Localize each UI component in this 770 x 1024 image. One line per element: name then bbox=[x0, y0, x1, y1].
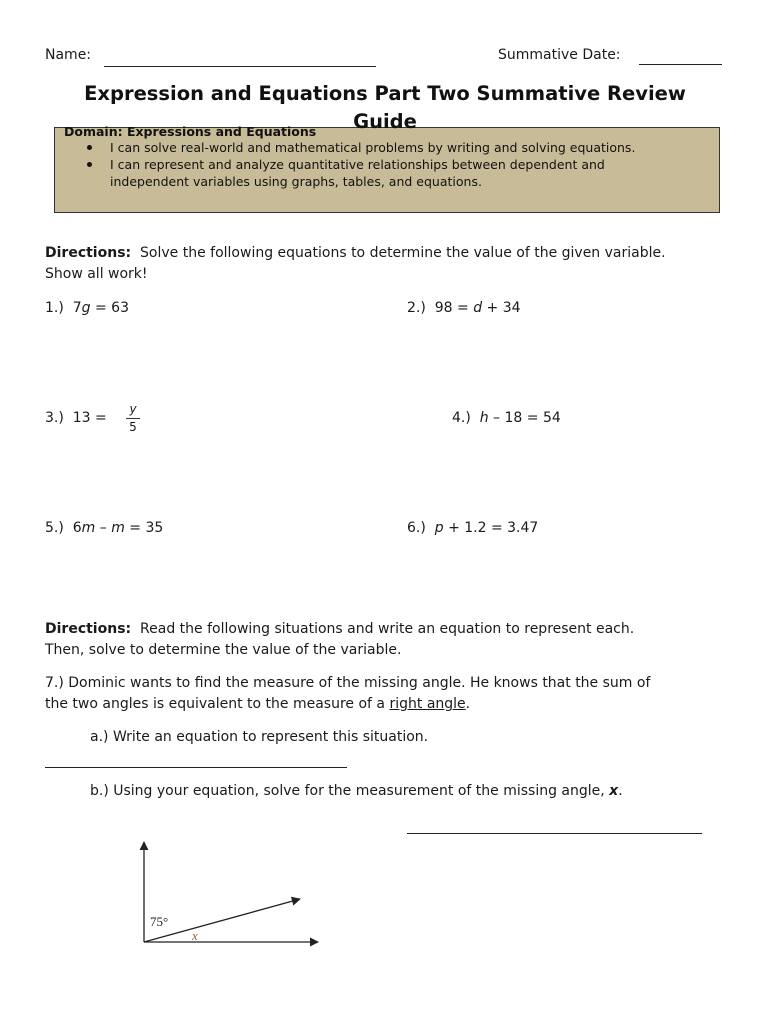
directions-2-line2: Then, solve to determine the value of the variable. bbox=[45, 642, 402, 658]
problem-3-fraction bbox=[126, 403, 140, 434]
problem-5: 5.) 6m – m = 35 bbox=[45, 520, 164, 536]
directions-text: Solve the following equations to determine the value of the given variable. bbox=[140, 245, 666, 261]
angle-x-label: x bbox=[192, 928, 198, 943]
part-a: a.) Write an equation to represent this situation. bbox=[90, 729, 429, 745]
problem-1: 1.) 7g = 63 bbox=[45, 300, 129, 316]
question-7-line1: 7.) Dominic wants to find the measure of the missing angle. He knows that the sum of bbox=[45, 675, 651, 691]
name-line[interactable] bbox=[104, 66, 376, 67]
angle-75-label: 75° bbox=[150, 914, 169, 929]
fraction-numerator: y bbox=[129, 402, 137, 416]
bullet-dot bbox=[87, 145, 92, 150]
domain-label: Domain: Expressions and Equations bbox=[64, 124, 317, 139]
answer-line-b[interactable] bbox=[407, 833, 702, 834]
domain-bullet-1: I can solve real-world and mathematical problems by writing and solving equations. bbox=[110, 140, 636, 155]
directions-2 bbox=[45, 621, 634, 637]
bullet-dot bbox=[87, 162, 92, 167]
directions-1 bbox=[45, 245, 666, 261]
problem-4: 4.) h – 18 = 54 bbox=[452, 410, 561, 426]
directions-text: Read the following situations and write an equation to represent each. bbox=[140, 621, 635, 637]
question-7-line2: the two angles is equivalent to the measure of a right angle. bbox=[45, 696, 471, 712]
fraction-denominator: 5 bbox=[129, 420, 137, 434]
problem-2: 2.) 98 = d + 34 bbox=[407, 300, 521, 316]
part-b: b.) Using your equation, solve for the measurement of the missing angle, x. bbox=[90, 783, 623, 799]
directions-1-line2: Show all work! bbox=[45, 266, 148, 282]
directions-label: Directions: bbox=[45, 621, 132, 637]
directions-label: Directions: bbox=[45, 245, 132, 261]
domain-bullet-2-cont: independent variables using graphs, tables, and equations. bbox=[110, 174, 482, 189]
date-label: Summative Date: bbox=[498, 47, 621, 63]
page-title: Expression and Equations Part Two Summative Review Guide bbox=[84, 82, 686, 133]
date-line[interactable] bbox=[639, 64, 722, 65]
domain-bullet-2: I can represent and analyze quantitative relationships between dependent and bbox=[110, 157, 605, 172]
answer-line-a[interactable] bbox=[45, 767, 347, 768]
problem-3: 3.) 13 = bbox=[45, 410, 107, 426]
name-label: Name: bbox=[45, 47, 92, 63]
problem-6: 6.) p + 1.2 = 3.47 bbox=[407, 520, 539, 536]
angle-figure bbox=[130, 835, 330, 955]
